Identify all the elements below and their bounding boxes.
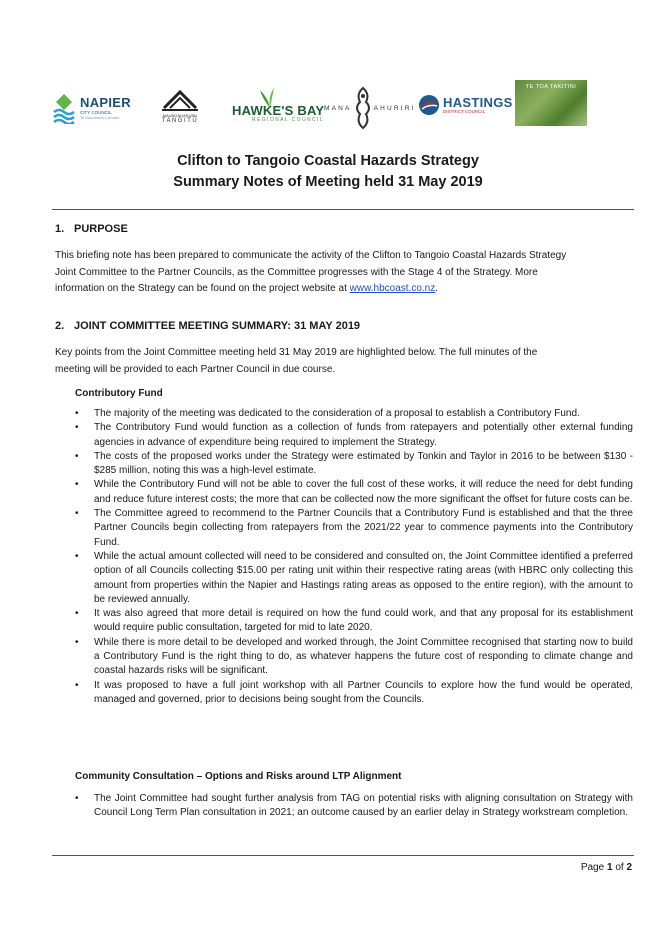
list-item [0,550,633,607]
section1-line3-after: . [435,283,439,295]
footer-divider [52,855,634,856]
hbcoast-website-link[interactable]: www.hbcoast.co.nz [349,283,436,295]
section1-heading [55,222,128,236]
title-line1: Clifton to Tangoio Coastal Hazards Strategy [177,153,479,169]
list-item [0,636,633,679]
section1-paragraph [55,248,633,298]
napier-sub2: Te Kaunihera o Ahuriri [80,115,120,121]
mana-left-text: MANA [324,104,352,112]
bullet-icon: • [75,608,79,620]
bullet-icon: • [75,450,79,462]
section2-heading [55,319,360,333]
hastings-emblem-icon [418,94,440,116]
list-item-text: While the actual amount collected will need to be considered and consulted on, the Joint Committee identified a preferred option of all Councils collecting $15.00 per rating unit within their respective rating areas (with HBRC only collecting this amount from properties within the Napier and Hastings rating areas as opposed to the entire region), with the amount to be reviewed annually. [94,550,633,605]
section1-title: PURPOSE [74,223,128,235]
tiki-figure-icon [352,86,374,130]
section1-line3 [55,281,633,298]
page-word: Page [580,862,605,873]
list-item-text: The Committee agreed to recommend to the Partner Councils that a Contributory Fund is established and that the three Partner Councils begin collecting from ratepayers from the 2021/22 year to commence payments into the Contributory Fund. [94,508,633,548]
list-item-text: It was proposed to have a full joint workshop with all Partner Councils to explore how the fund would be operated, managed and governed, prior to decisions being sought from the Councils. [94,679,633,705]
hbrc-sub: REGIONAL COUNCIL [252,117,324,123]
community-consultation-list [0,792,633,821]
section1-number: 1. [55,223,65,235]
hawkes-bay-regional-council-logo [232,88,324,123]
list-item [0,450,633,479]
bullet-icon: • [75,479,79,491]
title-line2: Summary Notes of Meeting held 31 May 2019 [173,174,483,190]
list-item-text: It was also agreed that more detail is required on how the fund could work, and that any proposal for its establishment would require public consultation, targeted for mid to late 2020. [94,608,633,634]
list-item [0,407,633,421]
list-item-text: While there is more detail to be developed and worked through, the Joint Committee recognised that starting now to build a Contributory Fund is the right thing to do, as whatever happens the future cost of responding to climate change and coastal hazards risks will be significant. [94,636,633,677]
section1-line2: Joint Committee to the Partner Councils, as the Committee progresses with the Stage 4 of the Strategy. More [55,266,538,278]
maungaharuru-tangitu-logo [160,88,200,124]
bullet-icon: • [75,550,79,562]
contributory-fund-heading: Contributory Fund [75,388,163,399]
bullet-icon: • [75,679,79,691]
partner-logos [52,84,597,134]
header-divider [52,209,634,210]
list-item-text: The Joint Committee had sought further analysis from TAG on potential risks with aligning consultation on Strategy with Council Long Term Plan consultation in 2021; an outcome caused by an earlier delay in Strategy workstream completion. [94,793,633,819]
current-page: 1 [606,862,613,873]
napier-wave-icon [52,92,76,124]
mana-right-text: AHURIRI [373,104,416,112]
list-item-text: While the Contributory Fund will not be able to cover the full cost of these works, it will reduce the need for debt funding and reduce future interest costs; the more that can be collected now the more significant the offset for future costs can be. [94,479,633,505]
section2-intro-line1: Key points from the Joint Committee meeting held 31 May 2019 are highlighted below. The full minutes of the [55,347,538,358]
section1-line3-before: information on the Strategy can be found on the project website at [55,283,350,295]
bullet-icon: • [75,793,79,804]
list-item [0,679,633,708]
bullet-icon: • [75,508,79,520]
list-item [0,607,633,636]
maungaharuru-line1: MAUNGAHARURU [162,113,198,118]
contributory-fund-list [0,407,633,707]
bullet-icon: • [75,636,79,648]
list-item-text: The Contributory Fund would function as a collection of funds from ratepayers and potentially other external funding agencies in advance of expenditure being required to implement the Strategy. [94,422,633,448]
section1-line1: This briefing note has been prepared to communicate the activity of the Clifton to Tangoio Coastal Hazards Strategy [55,250,567,261]
hbrc-name: HAWKE'S BAY [232,103,325,118]
page-number [581,862,632,873]
section2-intro [55,345,633,378]
list-item-text: The costs of the proposed works under the Strategy were estimated by Tonkin and Taylor in 2016 to be between $130 - $285 million, noting this was a high-level estimate. [94,450,633,477]
bullet-icon: • [75,408,79,419]
napier-city-council-logo [52,92,131,124]
list-item [0,792,633,821]
mountain-icon [160,88,200,112]
list-item-text: The majority of the meeting was dedicated to the consideration of a proposal to establish a Contributory Fund. [94,408,580,419]
of-word: of [615,862,624,873]
list-item [0,421,633,450]
list-item [0,478,633,507]
napier-name: NAPIER [80,94,131,110]
section2-number: 2. [55,320,65,332]
document-title [0,151,656,193]
te-taiwhenua-text: TE TOA TAKITINI [525,84,577,90]
community-consultation-heading: Community Consultation – Options and Risks around LTP Alignment [75,771,402,782]
maungaharuru-line2: TANGITŪ [161,118,199,124]
mana-ahuriri-logo [324,86,416,130]
te-taiwhenua-logo [515,80,587,126]
napier-sub1: CITY COUNCIL [80,109,112,115]
hastings-name: HASTINGS [443,94,513,110]
hastings-sub: DISTRICT COUNCIL [443,108,486,114]
section2-intro-line2: meeting will be provided to each Partner Council in due course. [55,363,336,375]
hastings-district-council-logo [418,94,513,116]
bullet-icon: • [75,422,79,434]
total-pages: 2 [626,862,632,873]
section2-title: JOINT COMMITTEE MEETING SUMMARY: 31 MAY 2019 [74,320,361,332]
list-item [0,507,633,550]
